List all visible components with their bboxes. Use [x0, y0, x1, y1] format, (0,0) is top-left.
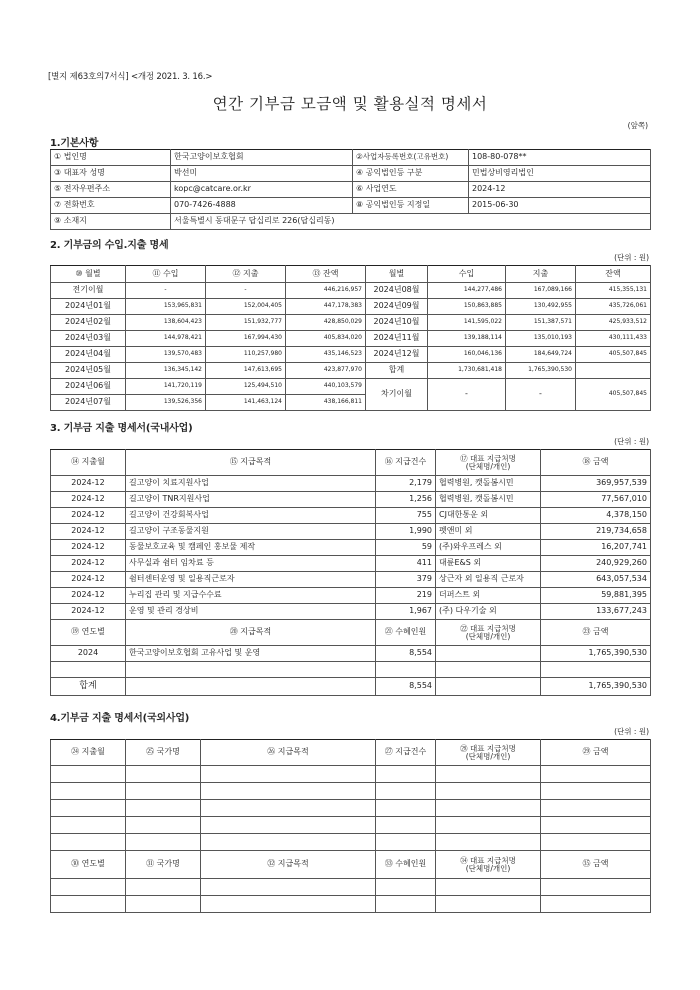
expense-recipient: 협력병원, 캣돌봄시민 — [436, 492, 541, 508]
expense-amount: 133,677,243 — [541, 604, 651, 620]
expense-month: 2024-12 — [51, 508, 126, 524]
balance-cell: 447,178,383 — [286, 299, 366, 315]
empty-cell — [51, 879, 126, 896]
col-balance-2: 잔액 — [576, 266, 651, 283]
expense-purpose: 길고양이 구조동물지원 — [126, 524, 376, 540]
col-recipient-line1: ⑰ 대표 지급처명 — [460, 453, 516, 463]
empty-cell — [51, 896, 126, 913]
balance-cell: 430,111,433 — [576, 331, 651, 347]
income-cell: 150,863,885 — [428, 299, 506, 315]
col-income-2: 수입 — [428, 266, 506, 283]
value-fiscal-year: 2024-12 — [469, 182, 651, 198]
expense-recipient: (주) 다우기술 외 — [436, 604, 541, 620]
col-amount-2: ㉓ 금액 — [541, 620, 651, 646]
expense-cell: 125,494,510 — [206, 379, 286, 395]
expense-recipient: 대륜E&S 외 — [436, 556, 541, 572]
col-beneficiaries: ㉑ 수혜인원 — [376, 620, 436, 646]
carry-forward-balance: 405,507,845 — [576, 379, 651, 411]
section-1-title: 1.기본사항 — [50, 138, 99, 149]
col-recipient — [436, 740, 541, 766]
expense-recipient: 펫앤미 외 — [436, 524, 541, 540]
expense-cell: 152,004,405 — [206, 299, 286, 315]
total-label: 합계 — [51, 678, 126, 696]
month-cell: 2024년04월 — [51, 347, 126, 363]
section-2-title: 2. 기부금의 수입.지출 명세 — [50, 240, 169, 251]
expense-purpose: 길고양이 치료지원사업 — [126, 476, 376, 492]
expense-purpose: 사무실과 쉼터 임차료 등 — [126, 556, 376, 572]
value-biz-number: 108-80-078** — [469, 150, 651, 166]
section-4-title: 4.기부금 지출 명세서(국외사업) — [50, 713, 190, 724]
col-recipient-2-line1: ㉒ 대표 지급처명 — [460, 623, 516, 633]
empty-cell — [201, 834, 376, 851]
expense-count: 59 — [376, 540, 436, 556]
month-cell: 2024년05월 — [51, 363, 126, 379]
col-month: ⑩ 월별 — [51, 266, 126, 283]
empty-cell — [51, 766, 126, 783]
empty-cell — [51, 783, 126, 800]
expense-count: 219 — [376, 588, 436, 604]
carry-forward-expense: - — [506, 379, 576, 411]
expense-amount: 16,207,741 — [541, 540, 651, 556]
col-recipient-2 — [436, 851, 541, 879]
section-3-unit: (단위 : 원) — [614, 437, 649, 446]
value-phone: 070-7426-4888 — [171, 198, 353, 214]
empty-cell — [541, 896, 651, 913]
expense-amount: 240,929,260 — [541, 556, 651, 572]
col-expense-month: ⑭ 지출월 — [51, 450, 126, 476]
empty-cell — [376, 783, 436, 800]
expense-count: 379 — [376, 572, 436, 588]
expense-recipient: (주)와우프레스 외 — [436, 540, 541, 556]
col-recipient-line2: (단체명/개인) — [465, 751, 511, 761]
empty-cell — [541, 783, 651, 800]
empty-cell — [376, 766, 436, 783]
month-cell: 2024년10월 — [366, 315, 428, 331]
empty-cell — [541, 834, 651, 851]
label-phone: ⑦ 전화번호 — [51, 198, 171, 214]
empty-cell — [201, 896, 376, 913]
empty-cell — [126, 879, 201, 896]
expense-count: 1,256 — [376, 492, 436, 508]
expense-amount: 77,567,010 — [541, 492, 651, 508]
empty-cell — [376, 662, 436, 678]
expense-cell: 130,492,955 — [506, 299, 576, 315]
expense-cell: 141,463,124 — [206, 395, 286, 411]
expense-amount: 643,057,534 — [541, 572, 651, 588]
col-purpose-2: ㉜ 지급목적 — [201, 851, 376, 879]
carry-forward-income: - — [428, 379, 506, 411]
expense-month: 2024-12 — [51, 540, 126, 556]
col-amount: ⑱ 금액 — [541, 450, 651, 476]
income-cell: 144,978,421 — [126, 331, 206, 347]
year-amount: 1,765,390,530 — [541, 646, 651, 662]
empty-cell — [126, 800, 201, 817]
empty-cell — [51, 800, 126, 817]
expense-count: 1,967 — [376, 604, 436, 620]
expense-recipient: 더퍼스트 외 — [436, 588, 541, 604]
balance-cell: 405,507,845 — [576, 347, 651, 363]
empty-cell — [376, 896, 436, 913]
balance-cell: 440,103,579 — [286, 379, 366, 395]
empty-cell — [436, 834, 541, 851]
expense-recipient: 상근자 외 일용직 근로자 — [436, 572, 541, 588]
col-country-2: ㉛ 국가명 — [126, 851, 201, 879]
expense-count: 2,179 — [376, 476, 436, 492]
empty-cell — [436, 662, 541, 678]
month-cell: 전기이월 — [51, 283, 126, 299]
col-income: ⑪ 수입 — [126, 266, 206, 283]
expense-month: 2024-12 — [51, 572, 126, 588]
empty-cell — [376, 879, 436, 896]
empty-cell — [541, 766, 651, 783]
empty-cell — [126, 834, 201, 851]
month-cell: 2024년03월 — [51, 331, 126, 347]
col-recipient-2 — [436, 620, 541, 646]
empty-cell — [541, 800, 651, 817]
expense-recipient: CJ대한통운 외 — [436, 508, 541, 524]
empty-cell — [436, 817, 541, 834]
empty-cell — [201, 783, 376, 800]
empty-cell — [436, 896, 541, 913]
income-cell: 136,345,142 — [126, 363, 206, 379]
empty-cell — [376, 800, 436, 817]
empty-cell — [51, 817, 126, 834]
income-cell: 139,188,114 — [428, 331, 506, 347]
col-recipient-2-line2: (단체명/개인) — [465, 863, 511, 873]
empty-cell — [201, 817, 376, 834]
balance-cell: 428,850,029 — [286, 315, 366, 331]
empty-cell — [51, 834, 126, 851]
col-recipient-2-line2: (단체명/개인) — [465, 631, 511, 641]
month-cell: 2024년08월 — [366, 283, 428, 299]
col-count: ⑯ 지급건수 — [376, 450, 436, 476]
expense-month: 2024-12 — [51, 524, 126, 540]
balance-cell: 423,877,970 — [286, 363, 366, 379]
expense-count: 755 — [376, 508, 436, 524]
expense-cell: 151,932,777 — [206, 315, 286, 331]
col-balance: ⑬ 잔액 — [286, 266, 366, 283]
col-count: ㉗ 지급건수 — [376, 740, 436, 766]
expense-month: 2024-12 — [51, 604, 126, 620]
empty-cell — [51, 662, 126, 678]
balance-cell: 435,726,061 — [576, 299, 651, 315]
expense-cell: 167,994,430 — [206, 331, 286, 347]
col-purpose: ㉖ 지급목적 — [201, 740, 376, 766]
expense-month: 2024-12 — [51, 556, 126, 572]
empty-cell — [126, 783, 201, 800]
overseas-expense-table — [50, 739, 651, 913]
empty-cell — [126, 896, 201, 913]
total-income: 1,730,681,418 — [428, 363, 506, 379]
expense-amount: 369,957,539 — [541, 476, 651, 492]
section-3-title: 3. 기부금 지출 명세서(국내사업) — [50, 423, 193, 434]
empty-cell — [126, 766, 201, 783]
expense-month: 2024-12 — [51, 588, 126, 604]
empty-cell — [541, 879, 651, 896]
value-rep-name: 박선미 — [171, 166, 353, 182]
expense-recipient: 협력병원, 캣돌봄시민 — [436, 476, 541, 492]
month-cell: 2024년11월 — [366, 331, 428, 347]
empty-cell — [126, 662, 376, 678]
balance-cell: 405,834,020 — [286, 331, 366, 347]
year-value: 2024 — [51, 646, 126, 662]
expense-cell: 151,387,571 — [506, 315, 576, 331]
col-expense-2: 지출 — [506, 266, 576, 283]
empty-cell — [376, 817, 436, 834]
month-cell: 2024년01월 — [51, 299, 126, 315]
expense-cell: 135,010,193 — [506, 331, 576, 347]
expense-purpose: 길고양이 TNR지원사업 — [126, 492, 376, 508]
total-balance — [576, 363, 651, 379]
income-cell: 144,277,486 — [428, 283, 506, 299]
col-amount: ㉙ 금액 — [541, 740, 651, 766]
basic-info-table — [50, 149, 651, 230]
total-label: 합계 — [366, 363, 428, 379]
expense-cell: 147,613,695 — [206, 363, 286, 379]
col-amount-2: ㉟ 금액 — [541, 851, 651, 879]
expense-amount: 219,734,658 — [541, 524, 651, 540]
income-cell: 139,570,483 — [126, 347, 206, 363]
expense-cell: 167,089,166 — [506, 283, 576, 299]
col-month-2: 월별 — [366, 266, 428, 283]
expense-month: 2024-12 — [51, 476, 126, 492]
balance-cell: 438,166,811 — [286, 395, 366, 411]
empty-cell — [541, 817, 651, 834]
income-cell: - — [126, 283, 206, 299]
col-recipient-line2: (단체명/개인) — [465, 461, 511, 471]
year-purpose: 한국고양이보호협회 고유사업 및 운영 — [126, 646, 376, 662]
empty-cell — [201, 800, 376, 817]
empty-cell — [541, 662, 651, 678]
income-cell: 153,965,831 — [126, 299, 206, 315]
income-cell: 138,604,423 — [126, 315, 206, 331]
empty-cell — [436, 879, 541, 896]
label-address: ⑨ 소재지 — [51, 214, 171, 230]
income-cell: 139,526,356 — [126, 395, 206, 411]
value-designation-date: 2015-06-30 — [469, 198, 651, 214]
month-cell: 2024년12월 — [366, 347, 428, 363]
expense-purpose: 운영 및 관리 경상비 — [126, 604, 376, 620]
month-cell: 2024년02월 — [51, 315, 126, 331]
empty-cell — [126, 678, 376, 696]
col-expense-month: ㉔ 지출월 — [51, 740, 126, 766]
expense-cell: 184,649,724 — [506, 347, 576, 363]
total-beneficiaries: 8,554 — [376, 678, 436, 696]
col-beneficiaries: ㉝ 수혜인원 — [376, 851, 436, 879]
label-email: ⑤ 전자우편주소 — [51, 182, 171, 198]
empty-cell — [201, 766, 376, 783]
year-recipient — [436, 646, 541, 662]
income-cell: 160,046,136 — [428, 347, 506, 363]
expense-count: 1,990 — [376, 524, 436, 540]
label-fiscal-year: ⑥ 사업연도 — [353, 182, 469, 198]
col-year: ㉚ 연도별 — [51, 851, 126, 879]
value-corp-type: 민법상비영리법인 — [469, 166, 651, 182]
page-side-label: (앞쪽) — [627, 121, 648, 130]
document-title: 연간 기부금 모금액 및 활용실적 명세서 — [212, 95, 488, 113]
expense-count: 411 — [376, 556, 436, 572]
income-cell: 141,595,022 — [428, 315, 506, 331]
month-cell: 2024년09월 — [366, 299, 428, 315]
balance-cell: 435,146,523 — [286, 347, 366, 363]
expense-purpose: 길고양이 건강회복사업 — [126, 508, 376, 524]
col-purpose: ⑮ 지급목적 — [126, 450, 376, 476]
col-purpose-2: ⑳ 지급목적 — [126, 620, 376, 646]
section-4-unit: (단위 : 원) — [614, 727, 649, 736]
label-designation-date: ⑧ 공익법인등 지정일 — [353, 198, 469, 214]
value-email: kopc@catcare.or.kr — [171, 182, 353, 198]
expense-amount: 4,378,150 — [541, 508, 651, 524]
col-expense: ⑫ 지출 — [206, 266, 286, 283]
empty-cell — [376, 834, 436, 851]
expense-purpose: 동물보호교육 및 캠페인 홍보물 제작 — [126, 540, 376, 556]
label-biz-number: ②사업자등록번호(고유번호) — [353, 150, 469, 166]
empty-cell — [436, 678, 541, 696]
domestic-expense-table — [50, 449, 651, 696]
income-expense-table — [50, 265, 651, 411]
month-cell: 2024년07월 — [51, 395, 126, 411]
col-recipient-line1: ㉘ 대표 지급처명 — [460, 743, 516, 753]
balance-cell: 446,216,957 — [286, 283, 366, 299]
expense-month: 2024-12 — [51, 492, 126, 508]
col-recipient-2-line1: ㉞ 대표 지급처명 — [460, 855, 516, 865]
expense-purpose: 누리집 관리 및 지급수수료 — [126, 588, 376, 604]
label-corp-type: ④ 공익법인등 구분 — [353, 166, 469, 182]
value-corp-name: 한국고양이보호협회 — [171, 150, 353, 166]
form-reference: [별지 제63호의7서식] <개정 2021. 3. 16.> — [48, 72, 213, 82]
col-year: ⑲ 연도별 — [51, 620, 126, 646]
total-amount: 1,765,390,530 — [541, 678, 651, 696]
label-rep-name: ③ 대표자 성명 — [51, 166, 171, 182]
month-cell: 2024년06월 — [51, 379, 126, 395]
expense-amount: 59,881,395 — [541, 588, 651, 604]
col-recipient — [436, 450, 541, 476]
carry-forward-label: 차기이월 — [366, 379, 428, 411]
year-beneficiaries: 8,554 — [376, 646, 436, 662]
expense-cell: - — [206, 283, 286, 299]
value-address: 서울특별시 동대문구 답십리로 226(답십리동) — [171, 214, 651, 230]
empty-cell — [126, 817, 201, 834]
balance-cell: 415,355,131 — [576, 283, 651, 299]
empty-cell — [436, 766, 541, 783]
income-cell: 141,720,119 — [126, 379, 206, 395]
label-corp-name: ① 법인명 — [51, 150, 171, 166]
col-country: ㉕ 국가명 — [126, 740, 201, 766]
total-expense: 1,765,390,530 — [506, 363, 576, 379]
expense-cell: 110,257,980 — [206, 347, 286, 363]
balance-cell: 425,933,512 — [576, 315, 651, 331]
section-2-unit: (단위 : 원) — [614, 253, 649, 262]
empty-cell — [436, 783, 541, 800]
expense-purpose: 쉼터센터운영 및 일용직근로자 — [126, 572, 376, 588]
empty-cell — [201, 879, 376, 896]
empty-cell — [436, 800, 541, 817]
